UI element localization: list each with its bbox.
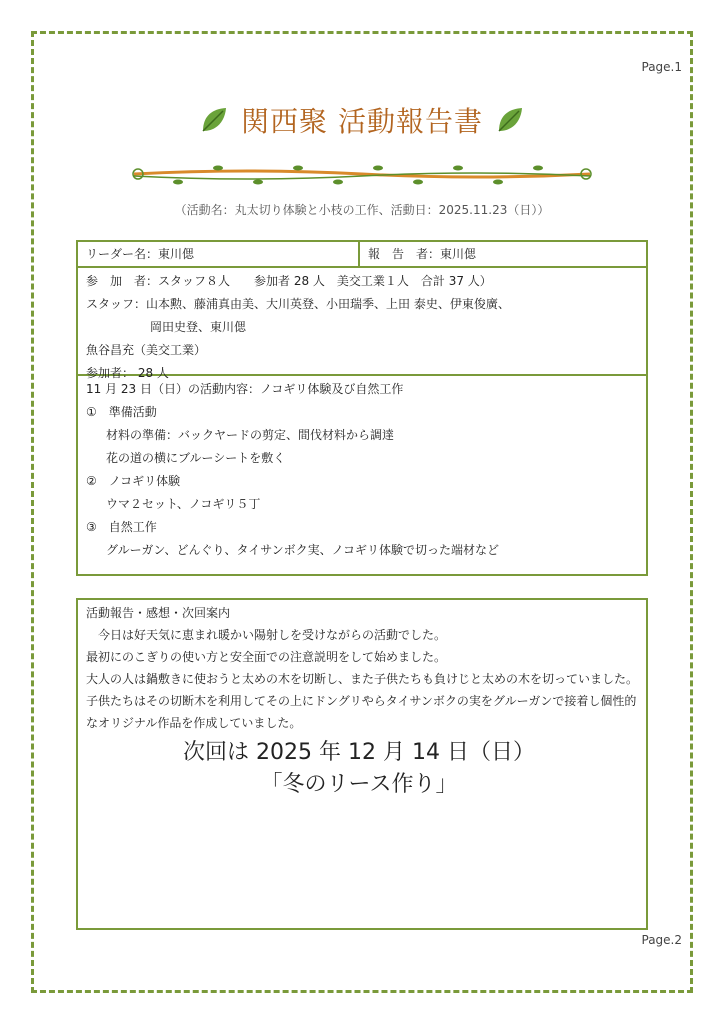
staff-line-1: スタッフ：山本勲、藤浦真由美、大川英登、小田瑞季、上田 泰史、伊東俊廣、 (86, 297, 510, 311)
page-number-2: Page.2 (641, 933, 682, 947)
activity-item-detail: ウマ２セット、ノコギリ５丁 (106, 497, 261, 511)
activity-item-detail: 材料の準備：バックヤードの剪定、間伐材料から調達 (106, 428, 395, 442)
leader-name: リーダー名：東川偲 (78, 242, 360, 266)
report-section (78, 600, 646, 796)
activities-section (78, 376, 646, 562)
report-info-row (78, 242, 646, 268)
reporter-name: 報 告 者：東川偲 (368, 247, 477, 261)
leaf-icon (495, 105, 525, 135)
staff-line-2: 岡田史登、東川偲 (150, 320, 247, 334)
vine-divider-icon (128, 160, 596, 190)
page-number-1: Page.1 (641, 60, 682, 74)
report-table (76, 240, 648, 576)
activity-item-detail: 花の道の横にブルーシートを敷く (106, 451, 286, 465)
next-event-date: 次回は 2025 年 12 月 14 日（日） (183, 740, 535, 765)
leaf-icon (199, 105, 229, 135)
participant-count: 参加者： 28 人 (86, 366, 169, 380)
activity-item-title: ① 準備活動 (86, 405, 157, 419)
title-row (0, 100, 724, 140)
report-paragraph: 大人の人は鍋敷きに使おうと太めの木を切断し、また子供たちも負けじと太めの木を切っていました。子供たちはその切断木を利用してその上にドングリやらタイサンボクの実をグルーガンで接着し個性的なオリジナル作品を作成していました。 (86, 672, 639, 730)
report-heading: 活動報告・感想・次回案内 (86, 606, 231, 620)
partner-line: 魚谷昌充（美交工業） (86, 343, 207, 357)
activities-heading: 11 月 23 日（日）の活動内容：ノコギリ体験及び自然工作 (86, 382, 404, 396)
report-paragraph: 最初にのこぎりの使い方と安全面での注意説明をして始めました。 (86, 650, 447, 664)
report-box (76, 598, 648, 930)
activity-item-detail: グルーガン、どんぐり、タイサンボク実、ノコギリ体験で切った端材など (106, 543, 500, 557)
report-paragraph: 今日は好天気に恵まれ暖かい陽射しを受けながらの活動でした。 (98, 628, 447, 642)
next-event-title: 「冬のリース作り」 (260, 772, 458, 797)
page-title: 関西聚 活動報告書 (241, 105, 483, 138)
activity-item-title: ③ 自然工作 (86, 520, 157, 534)
activity-subtitle: （活動名：丸太切り体験と小枝の工作、活動日：2025.11.23（日）） (174, 203, 550, 217)
participants-section (78, 268, 646, 380)
participants-summary: 参 加 者：スタッフ８人 参加者 28 人 美交工業１人 合計 37 人） (86, 274, 492, 288)
activity-item-title: ② ノコギリ体験 (86, 474, 181, 488)
